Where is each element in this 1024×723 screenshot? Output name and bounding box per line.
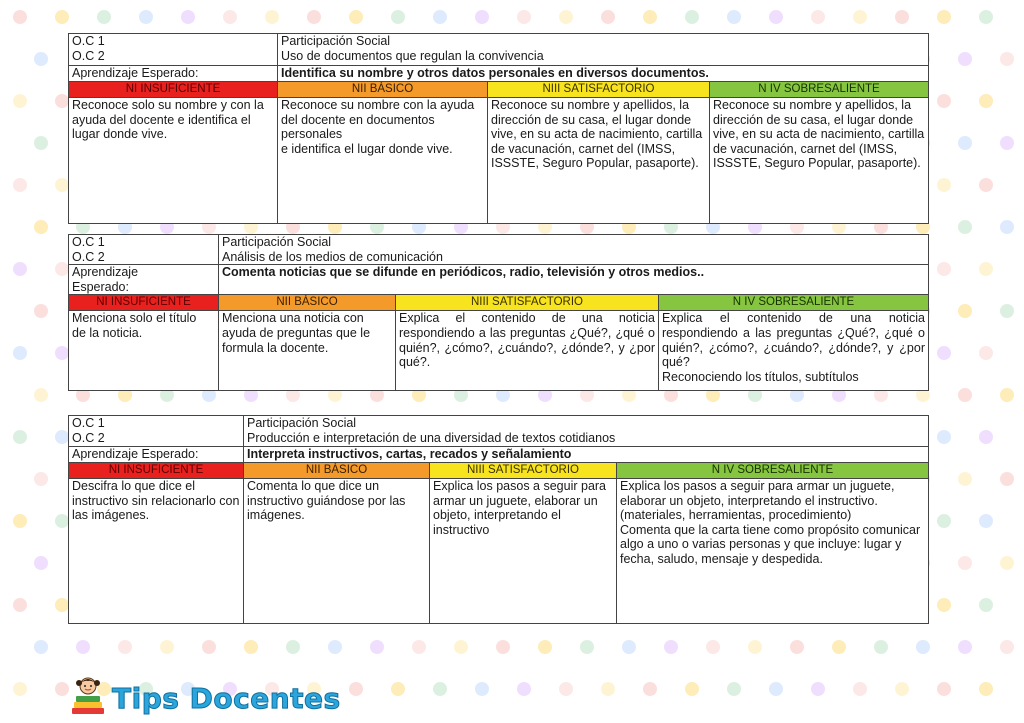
polka-dot (34, 472, 48, 486)
polka-dot (643, 10, 657, 24)
polka-dot (433, 682, 447, 696)
polka-dot (349, 10, 363, 24)
desc-insuficiente: Descifra lo que dice el instructivo sin relacionarlo con las imágenes. (69, 479, 244, 624)
polka-dot (34, 556, 48, 570)
polka-dot (685, 682, 699, 696)
child-on-books-icon (68, 674, 108, 723)
polka-dot (34, 52, 48, 66)
level-sobresaliente: N IV SOBRESALIENTE (617, 463, 929, 479)
polka-dot (55, 682, 69, 696)
levels-row (69, 295, 929, 311)
level-sobresaliente: N IV SOBRESALIENTE (710, 82, 929, 98)
desc-sobresaliente: Reconoce su nombre y apellidos, la dirección de su casa, el lugar donde vive, en su acta de nacimiento, cartilla de vacunación, carnet del (IMSS, ISSSTE, Seguro Popular, pasaporte). (710, 98, 929, 224)
polka-dot (958, 556, 972, 570)
polka-dot (811, 682, 825, 696)
polka-dot (664, 640, 678, 654)
aprendizaje-row (69, 265, 929, 295)
polka-dot (139, 10, 153, 24)
polka-dot (13, 10, 27, 24)
polka-dot (979, 430, 993, 444)
polka-dot (307, 10, 321, 24)
logo-text: Tips Docentes (112, 682, 341, 715)
polka-dot (727, 10, 741, 24)
aprendizaje-text: Comenta noticias que se difunde en periódicos, radio, televisión y otros medios.. (219, 265, 929, 295)
polka-dot (916, 640, 930, 654)
polka-dot (1000, 136, 1014, 150)
desc-basico: Menciona una noticia con ayuda de preguntas que le formula la docente. (219, 311, 396, 391)
level-satisfactorio: NIII SATISFACTORIO (488, 82, 710, 98)
polka-dot (622, 640, 636, 654)
level-insuficiente: NI INSUFICIENTE (69, 82, 278, 98)
level-satisfactorio: NIII SATISFACTORIO (430, 463, 617, 479)
polka-dot (937, 178, 951, 192)
desc-sobresaliente: Explica los pasos a seguir para armar un juguete, elaborar un objeto, interpretando el instructivo. (materiales, herramientas, procedimiento) Comenta que la carta tiene como propósito comunicar algo a uno o varias personas y que incluye: lugar y fecha, saludo, mensaje y despedida. (617, 479, 929, 624)
polka-dot (958, 136, 972, 150)
polka-dot (13, 262, 27, 276)
desc-insuficiente: Menciona solo el título de la noticia. (69, 311, 219, 391)
polka-dot (937, 262, 951, 276)
rubric-table-1 (68, 33, 929, 224)
level-basico: NII BÁSICO (219, 295, 396, 311)
polka-dot (1000, 220, 1014, 234)
polka-dot (34, 388, 48, 402)
descriptions-row (69, 98, 929, 224)
level-insuficiente: NI INSUFICIENTE (69, 463, 244, 479)
tips-docentes-logo (68, 674, 341, 723)
polka-dot (643, 682, 657, 696)
polka-dot (328, 640, 342, 654)
desc-insuficiente: Reconoce solo su nombre y con la ayuda del docente e identifica el lugar donde vive. (69, 98, 278, 224)
polka-dot (958, 472, 972, 486)
polka-dot (979, 598, 993, 612)
level-basico: NII BÁSICO (244, 463, 430, 479)
aprendizaje-label: Aprendizaje Esperado: (69, 265, 219, 295)
polka-dot (34, 220, 48, 234)
polka-dot (55, 94, 69, 108)
polka-dot (790, 640, 804, 654)
polka-dot (979, 10, 993, 24)
level-insuficiente: NI INSUFICIENTE (69, 295, 219, 311)
polka-dot (937, 598, 951, 612)
polka-dot (937, 346, 951, 360)
polka-dot (937, 10, 951, 24)
aprendizaje-row (69, 447, 929, 463)
polka-dot (496, 640, 510, 654)
polka-dot (475, 10, 489, 24)
polka-dot (1000, 52, 1014, 66)
levels-row (69, 463, 929, 479)
polka-dot (517, 10, 531, 24)
desc-satisfactorio: Reconoce su nombre y apellidos, la dirección de su casa, el lugar donde vive, en su acta de nacimiento, cartilla de vacunación, carnet del (IMSS, ISSSTE, Seguro Popular, pasaporte). (488, 98, 710, 224)
polka-dot (13, 598, 27, 612)
polka-dot (748, 640, 762, 654)
oc-cell: O.C 1 O.C 2 (69, 235, 219, 265)
polka-dot (706, 640, 720, 654)
polka-dot (55, 430, 69, 444)
polka-dot (979, 682, 993, 696)
polka-dot (202, 640, 216, 654)
polka-dot (874, 640, 888, 654)
polka-dot (391, 10, 405, 24)
polka-dot (979, 346, 993, 360)
polka-dot (55, 346, 69, 360)
header-row (69, 416, 929, 447)
polka-dot (979, 262, 993, 276)
desc-basico: Reconoce su nombre con la ayuda del docente en documentos personales e identifica el lugar donde vive. (278, 98, 488, 224)
polka-dot (979, 94, 993, 108)
polka-dot (76, 640, 90, 654)
polka-dot (517, 682, 531, 696)
polka-dot (55, 178, 69, 192)
level-satisfactorio: NIII SATISFACTORIO (396, 295, 659, 311)
rubric-table-3 (68, 415, 929, 624)
polka-dot (895, 10, 909, 24)
polka-dot (55, 262, 69, 276)
polka-dot (13, 346, 27, 360)
polka-dot (454, 640, 468, 654)
polka-dot (958, 52, 972, 66)
polka-dot (958, 304, 972, 318)
descriptions-row (69, 311, 929, 391)
polka-dot (244, 640, 258, 654)
polka-dot (958, 388, 972, 402)
oc-cell: O.C 1 O.C 2 (69, 34, 278, 66)
desc-satisfactorio: Explica el contenido de una noticia respondiendo a las preguntas ¿Qué?, ¿qué o quién?, ¿cómo?, ¿cuándo?, ¿dónde?, y ¿por qué?. (396, 311, 659, 391)
polka-dot (13, 682, 27, 696)
polka-dot (391, 682, 405, 696)
desc-sobresaliente: Explica el contenido de una noticia respondiendo a las preguntas ¿Qué?, ¿qué o quién?, ¿cómo?, ¿cuándo?, ¿dónde?, y ¿por qué? Reconociendo los títulos, subtítulos (659, 311, 929, 391)
polka-dot (55, 10, 69, 24)
polka-dot (265, 10, 279, 24)
polka-dot (1000, 472, 1014, 486)
polka-dot (559, 682, 573, 696)
polka-dot (853, 10, 867, 24)
polka-dot (55, 514, 69, 528)
polka-dot (937, 682, 951, 696)
polka-dot (13, 514, 27, 528)
oc-cell: O.C 1 O.C 2 (69, 416, 244, 447)
polka-dot (559, 10, 573, 24)
polka-dot (580, 640, 594, 654)
aprendizaje-label: Aprendizaje Esperado: (69, 66, 278, 82)
ambito-cell: Participación Social Análisis de los medios de comunicación (219, 235, 929, 265)
polka-dot (286, 640, 300, 654)
polka-dot (223, 10, 237, 24)
polka-dot (34, 304, 48, 318)
polka-dot (937, 94, 951, 108)
polka-dot (118, 640, 132, 654)
polka-dot (475, 682, 489, 696)
polka-dot (937, 430, 951, 444)
polka-dot (853, 682, 867, 696)
rubric-table-2 (68, 234, 929, 391)
polka-dot (895, 682, 909, 696)
aprendizaje-text: Identifica su nombre y otros datos personales en diversos documentos. (278, 66, 929, 82)
polka-dot (34, 136, 48, 150)
descriptions-row (69, 479, 929, 624)
polka-dot (727, 682, 741, 696)
desc-satisfactorio: Explica los pasos a seguir para armar un juguete, elaborar un objeto, interpretando el instructivo (430, 479, 617, 624)
polka-dot (538, 640, 552, 654)
polka-dot (1000, 304, 1014, 318)
aprendizaje-text: Interpreta instructivos, cartas, recados y señalamiento (244, 447, 929, 463)
polka-dot (34, 640, 48, 654)
polka-dot (13, 178, 27, 192)
polka-dot (937, 514, 951, 528)
polka-dot (832, 640, 846, 654)
polka-dot (13, 94, 27, 108)
polka-dot (601, 10, 615, 24)
polka-dot (958, 640, 972, 654)
polka-dot (1000, 640, 1014, 654)
aprendizaje-label: Aprendizaje Esperado: (69, 447, 244, 463)
aprendizaje-row (69, 66, 929, 82)
polka-dot (433, 10, 447, 24)
polka-dot (1000, 388, 1014, 402)
polka-dot (13, 430, 27, 444)
polka-dot (1000, 556, 1014, 570)
polka-dot (769, 10, 783, 24)
desc-basico: Comenta lo que dice un instructivo guiándose por las imágenes. (244, 479, 430, 624)
polka-dot (370, 640, 384, 654)
level-sobresaliente: N IV SOBRESALIENTE (659, 295, 929, 311)
header-row (69, 34, 929, 66)
polka-dot (412, 640, 426, 654)
polka-dot (811, 10, 825, 24)
polka-dot (979, 178, 993, 192)
polka-dot (685, 10, 699, 24)
polka-dot (181, 10, 195, 24)
polka-dot (349, 682, 363, 696)
ambito-cell: Participación Social Uso de documentos que regulan la convivencia (278, 34, 929, 66)
polka-dot (97, 10, 111, 24)
polka-dot (55, 598, 69, 612)
polka-dot (769, 682, 783, 696)
level-basico: NII BÁSICO (278, 82, 488, 98)
polka-dot (979, 514, 993, 528)
polka-dot (601, 682, 615, 696)
levels-row (69, 82, 929, 98)
ambito-cell: Participación Social Producción e interpretación de una diversidad de textos cotidianos (244, 416, 929, 447)
polka-dot (160, 640, 174, 654)
header-row (69, 235, 929, 265)
polka-dot (958, 220, 972, 234)
